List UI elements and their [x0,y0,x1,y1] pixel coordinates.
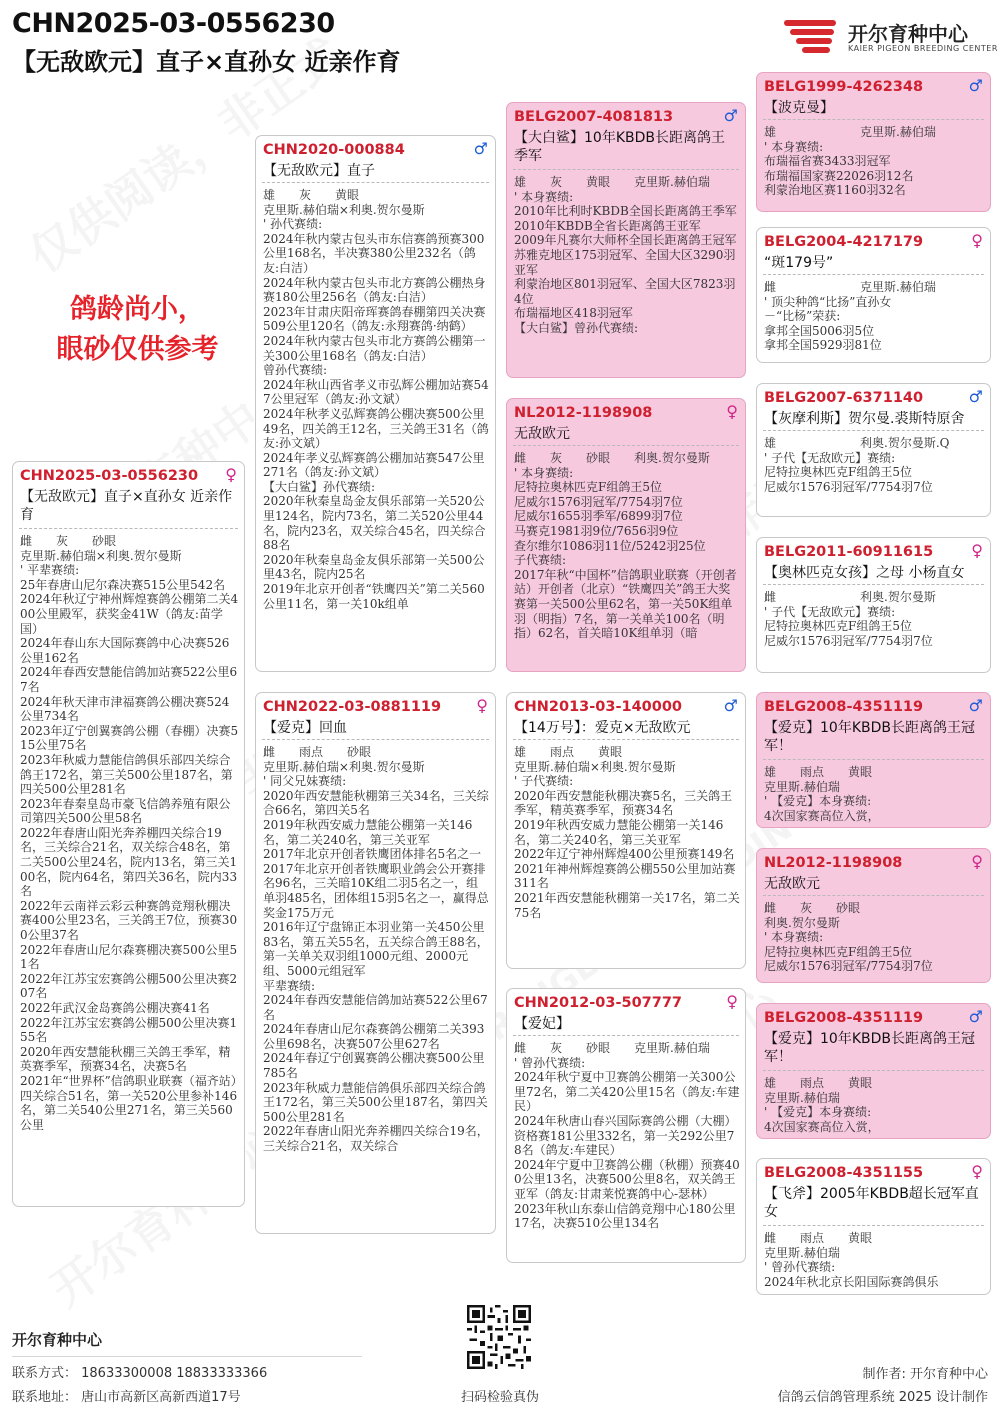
card-dam-sire[interactable] [506,692,746,969]
brand-name: 开尔育种中心 [848,22,968,46]
footer-system: 信鸽云信鸽管理系统 2025 设计制作 [777,1390,988,1405]
male-icon: ♂ [968,1007,983,1026]
card-pigeon-name: 【无敌欧元】直子×直孙女 近亲作育 [20,489,233,523]
female-icon: ♀ [225,465,237,484]
card-pigeon-name: 【爱克】10年KBDB长距离鸽王冠军！ [764,1031,975,1065]
card-race-record: 雄 灰 黄眼 克里斯.赫伯瑞×利奥.贺尔曼斯 ' 孙代赛绩: 2024年秋内蒙古包头市东信赛鸽预赛300公里168名，半决赛380公里232名（鸽友:白洁） 2024年秋内蒙古包头市北方赛鸽公棚热身赛180公里256名（鸽友:白洁） 2023年甘肃庆阳帝珲赛鸽春棚第四关决赛509公里120名（鸽友:永翔赛鸽·纳鹤） 2024年秋内蒙古包头市北方赛鸽公棚第一关300公里168名（鸽友:白洁） 曾孙代赛绩: 2024年秋山西省孝义市弘辉公棚加站赛547公里冠军（鸽友:孙文斌） 2024年秋孝义弘辉赛鸽公棚决赛500公里49名，四关鸽王12名，三关鸽王31名（鸽友:孙文斌） 2024年孝义弘辉赛鸽公棚加站赛547公里271名（鸽友:孙文斌） 【大白鲨】孙代赛绩: 2020年秋秦皇岛金友俱乐部第一关520公里124名，院内73名，第二关520公里44名，院内23名，双关综合45名，四关综合88名 2020年秋秦皇岛金友俱乐部第一关500公里43名，院内25名 2019年北京开创者“铁鹰四关”第二关560公里11名，第一关10k组单 [263,188,489,611]
brand-name-en: KAIER PIGEON BREEDING CENTER [848,44,998,53]
card-pigeon-name: 无敌欧元 [764,876,820,892]
card-race-record: 雄 克里斯.赫伯瑞 ' 本身赛绩: 布瑞福省赛3433羽冠军 布瑞福国家赛22026羽12名 利蒙治地区赛1160羽32名 [764,125,936,198]
female-icon: ♀ [971,1162,983,1181]
male-icon: ♂ [968,387,983,406]
age-note [30,290,245,370]
card-divider [763,895,984,896]
card-pigeon-name: “斑179号” [764,255,834,271]
card-divider [763,430,984,431]
qr-caption: 扫码检验真伪 [460,1390,539,1405]
card-ring-id: CHN2013-03-140000 [514,699,683,715]
female-icon: ♀ [726,992,738,1011]
card-ring-id: NL2012-1198908 [764,855,903,871]
card-dam[interactable] [255,692,496,1234]
card-pigeon-name: 【灰摩利斯】贺尔曼.裘斯特原舍 [764,411,965,427]
card-race-record: 雌 灰 砂眼 利奥.贺尔曼斯 ' 本身赛绩: 尼特拉奥林匹克F组鸽王5位 尼威尔1576羽冠军/7754羽7位 [764,901,933,974]
card-ring-id: CHN2020-000884 [263,142,405,158]
brand-logo [784,18,998,58]
card-divider [763,1070,984,1071]
footer-divider [12,1356,362,1357]
female-icon: ♀ [476,696,488,715]
card-sire[interactable] [255,135,496,672]
male-icon: ♂ [723,696,738,715]
female-icon: ♀ [971,541,983,560]
card-divider [19,528,238,529]
card-divider [763,1225,984,1226]
card-ring-id: NL2012-1198908 [514,405,653,421]
card-ddd[interactable] [756,1158,991,1295]
card-ring-id: BELG2007-6371140 [764,390,924,406]
card-pigeon-name: 【爱克】10年KBDB长距离鸽王冠军！ [764,720,975,754]
card-ring-id: BELG2008-4351155 [764,1165,924,1181]
card-ring-id: BELG2008-4351119 [764,699,924,715]
card-divider [262,739,489,740]
card-race-record: 雄 雨点 黄眼 克里斯.赫伯瑞 ' 【爱克】本身赛绩: 4次国家赛高位入赏， [764,1076,880,1134]
card-sss[interactable] [756,72,991,212]
male-icon: ♂ [968,76,983,95]
card-ring-id: BELG2008-4351119 [764,1010,924,1026]
card-divider [763,759,984,760]
female-icon: ♀ [971,231,983,250]
card-race-record: 雄 雨点 黄眼 克里斯.赫伯瑞 ' 【爱克】本身赛绩: 4次国家赛高位入赏， [764,765,880,823]
age-note-line1: 鸽龄尚小， [70,294,205,325]
card-divider [763,274,984,275]
card-race-record: 雄 雨点 黄眼 克里斯.赫伯瑞×利奥.贺尔曼斯 ' 子代赛绩: 2020年西安慧能秋棚决赛5名，三关鸽王季军，精英赛季军，预赛34名 2019年秋西安威力慧能公棚第一关146名，第二关240名，第三关亚军 2022年辽宁神州辉煌400公里预赛149名 2021年神州辉煌赛鸽公棚550公里加站赛311名 2021年西安慧能秋棚第一关17名，第二关75名 [514,745,740,920]
card-ring-id: CHN2012-03-507777 [514,995,683,1011]
footer-address: 联系地址： 唐山市高新区高新西道17号 [12,1390,241,1405]
female-icon: ♀ [726,402,738,421]
card-pigeon-name: 【奥林匹克女孩】之母 小杨直女 [764,565,965,581]
brand-logo-icon [784,18,840,54]
age-note-line2: 眼砂仅供参考 [56,334,219,365]
card-race-record: 雌 灰 砂眼 利奥.贺尔曼斯 ' 本身赛绩: 尼特拉奥林匹克F组鸽王5位 尼威尔1576羽冠军/7754羽7位 尼威尔1655羽季军/6899羽7位 马赛克1981羽9位/7656羽9位 查尔维尔1086羽11位/5242羽25位 子代赛绩: 2017年秋“中国杯”信鸽职业联赛（开创者站）开创者（北京）“铁鹰四关”鸽王大奖赛第一关500公里62名，第一关50K组单羽（明指）7名，第一关单关100名（明指）62名，首关暗10K组单羽（暗 [514,451,737,641]
card-race-record: 雄 利奥.贺尔曼斯.Q ' 子代【无敌欧元】赛绩: 尼特拉奥林匹克F组鸽王5位 尼威尔1576羽冠军/7754羽7位 [764,436,950,494]
card-pigeon-name: 【大白鲨】10年KBDB长距离鸽王季军 [514,130,725,164]
card-sire-dam[interactable] [506,398,746,672]
qr-code-icon[interactable] [467,1305,531,1369]
card-dds[interactable] [756,1003,991,1139]
card-divider [513,1035,739,1036]
card-dss[interactable] [756,692,991,828]
card-dsd[interactable] [756,848,991,983]
pedigree-ring-id: CHN2025-03-0556230 [12,8,335,39]
card-race-record: 雌 灰 砂眼 克里斯.赫伯瑞×利奥.贺尔曼斯 ' 平辈赛绩: 25年春唐山尼尔森决赛515公里542名 2024年秋辽宁神州辉煌赛鸽公棚第二关400公里殿军，获奖金41W（鸽友:苗学国） 2024年春山东大国际赛鸽中心决赛526公里162名 2024年春西安慧能信鸽加站赛522公里67名 2024年秋天津市津福赛鸽公棚决赛524公里734名 2023年辽宁创翼赛鸽公棚（春棚）决赛515公里75名 2023年秋威力慧能信鸽俱乐部四关综合鸽王172名，第三关500公里187名，第四关500公里281名 2023年春秦皇岛市豪飞信鸽养殖有限公司第四关500公里58名 2022年春唐山阳光奔养棚四关综合19名，三关综合21名，双关综合48名，第二关500公里24名，院内13名，第三关100名，院内64名，第四关36名，院内33名 2022年云南祥云彩云种赛鸽竞翔秋棚决赛400公里23名，三关鸽王7位，预赛300公里37名 2022年春唐山尼尔森赛棚决赛500公里51名 2022年江苏宝宏赛鸽公棚500公里决赛207名 2022年武汉金岛赛鸽公棚决赛41名 2022年江苏宝宏赛鸽公棚500公里决赛155名 2020年西安慧能秋棚三关鸽王季军，精英赛季军，预赛34名，决赛5名 2021年“世界杯”信鸽职业联赛（福齐站）四关综合51名，第一关520公里参补146名，第二关540公里271名，第三关560公里 [20,534,239,1132]
female-icon: ♀ [971,852,983,871]
card-divider [513,169,739,170]
card-ssd[interactable] [756,227,991,363]
card-divider [763,119,984,120]
card-pigeon-name: 【爱妃】 [514,1016,570,1032]
card-pigeon-name: 无敌欧元 [514,426,570,442]
card-pigeon-name: 【波克曼】 [764,100,834,116]
pedigree-subtitle: 【无敌欧元】直子×直孙女 近亲作育 [12,48,401,76]
male-icon: ♂ [473,139,488,158]
card-race-record: 雌 雨点 砂眼 克里斯.赫伯瑞×利奥.贺尔曼斯 ' 同父兄妹赛绩: 2020年西安慧能秋棚第三关34名，三关综合66名，第四关5名 2019年秋西安威力慧能公棚第一关146名，第二关240名，第三关亚军 2017年北京开创者铁鹰团体排名5名之一 2017年北京开创者铁鹰职业鸽会公开赛排名96名，三关暗10K组二羽5名之一，组单羽485名，团体组15羽5名之一，赢得总奖金175万元 2016年辽宁盘锦正本羽业第一关450公里83名，第五关55名，五关综合鸽王88名，第一关单关双羽组1000元组、2000元组、5000元组冠军 平辈赛绩: 2024年春西安慧能信鸽加站赛522公里67名 2024年春唐山尼尔森赛鸽公棚第二关393公里698名，决赛507公里627名 2024年春辽宁创翼赛鸽公棚决赛500公里785名 2023年秋威力慧能信鸽俱乐部四关综合鸽王172名，第三关500公里187名，第四关500公里281名 2022年春唐山阳光奔养棚四关综合19名，三关综合21名，双关综合 [263,745,489,1154]
card-divider [763,584,984,585]
card-pigeon-name: 【无敌欧元】直子 [263,163,375,179]
card-race-record: 雌 克里斯.赫伯瑞 ' 顶尖种鸽“比扬”直孙女 －“比杨”荣获: 拿邦全国5006羽5位 拿邦全国5929羽81位 [764,280,936,353]
card-subject[interactable] [12,461,245,1207]
footer-org: 开尔育种中心 [12,1331,103,1349]
card-sire-sire[interactable] [506,102,746,378]
card-ring-id: BELG2004-4217179 [764,234,924,250]
card-divider [513,445,739,446]
card-divider [262,182,489,183]
card-ring-id: CHN2025-03-0556230 [20,468,199,484]
card-pigeon-name: 【飞斧】2005年KBDB超长冠军直女 [764,1186,979,1220]
card-divider [513,739,739,740]
card-ring-id: BELG1999-4262348 [764,79,924,95]
footer-maker: 制作者: 开尔育种中心 [862,1367,988,1382]
card-pigeon-name: 【爱克】回血 [263,720,347,736]
card-race-record: 雄 灰 黄眼 克里斯.赫伯瑞 ' 本身赛绩: 2010年比利时KBDB全国长距离鸽王季军 2010年KBDB全省长距离鸽王亚军 2009年凡赛尔大师杯全国长距离鸽王冠军 苏雅克地区175羽冠军、全国大区3290羽亚军 利蒙治地区801羽冠军、全国大区7823羽4位 布瑞福地区418羽冠军 【大白鲨】曾孙代赛绩: [514,175,737,335]
card-race-record: 雌 灰 砂眼 克里斯.赫伯瑞 ' 曾孙代赛绩: 2024年秋宁夏中卫赛鸽公棚第一关300公里72名，第二关420公里15名（鸽友:车建民） 2024年秋唐山春兴国际赛鸽公棚（大棚）资格赛181公里332名，第一关292公里78名（鸽友:车建民） 2024年宁夏中卫赛鸽公棚（秋棚）预赛400公里13名，决赛500公里8名，双关鸽王亚军（鸽友:甘肃莱悦赛鸽中心-瑟林） 2023年秋山东泰山信鸽竞翔中心180公里17名，决赛510公里134名 [514,1041,740,1231]
male-icon: ♂ [968,696,983,715]
male-icon: ♂ [723,106,738,125]
card-dam-dam[interactable] [506,988,746,1263]
card-race-record: 雌 利奥.贺尔曼斯 ' 子代【无敌欧元】赛绩: 尼特拉奥林匹克F组鸽王5位 尼威尔1576羽冠军/7754羽7位 [764,590,936,648]
card-pigeon-name: 【14万号】：爱克×无敌欧元 [514,720,691,736]
card-sds[interactable] [756,383,991,517]
card-sdd[interactable] [756,537,991,673]
card-race-record: 雌 雨点 黄眼 克里斯.赫伯瑞 ' 曾孙代赛绩: 2024年秋北京长阳国际赛鸽俱乐 [764,1231,939,1289]
card-ring-id: CHN2022-03-0881119 [263,699,442,715]
footer-contact: 联系方式： 18633300008 18833333366 [12,1366,268,1381]
card-ring-id: BELG2011-60911615 [764,544,934,560]
card-ring-id: BELG2007-4081813 [514,109,674,125]
